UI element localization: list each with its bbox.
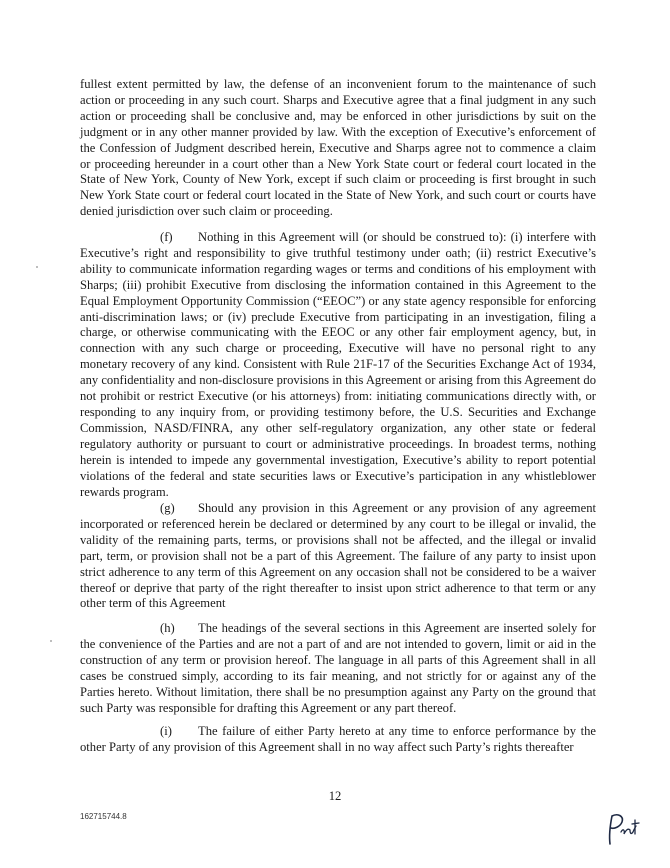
paragraph-f-text: Nothing in this Agreement will (or should be construed to): (i) interfere with Executive’s right and responsibility to give truthful testimony under oath; (ii) restrict Executive’s ability to communicate information regarding wages or terms and conditions of his employment with Sharps; (iii) prohibit Executive from disclosing the information contained in this Agreement to the Equal Employment Opportunity Commission (“EEOC”) or any state agency responsible for enforcing anti-discrimination laws; or (iv) preclude Executive from participating in an investigation, filing a charge, or otherwise communicating with the EEOC or any other fair employment agency, but, in connection with any such charge or proceeding, Executive will have no personal right to any monetary recovery of any kind. Consistent with Rule 21F-17 of the Securities Exchange Act of 1934, any confidentiality and non-disclosure provisions in this Agreement or arising from this Agreement do not prohibit or restrict Executive (or his attorneys) from: initiating communications directly with, or responding to any inquiry from, or providing testimony before, the U.S. Securities and Exchange Commission, NASD/FINRA, any other self-regulatory organization, any other state or federal regulatory authority or pursuant to court or administrative proceedings. In broadest terms, nothing herein is intended to impede any governmental investigation, Executive’s ability to report potential violations of the federal and state securities laws or Executive’s participation in any whistleblower rewards program. [80, 230, 596, 499]
document-id: 162715744.8 [80, 812, 127, 821]
paragraph-h-text: The headings of the several sections in this Agreement are inserted solely for the convenience of the Parties and are not a part of and are not intended to govern, limit or aid in the construction of any term or provision hereof. The language in all parts of this Agreement shall in all cases be construed simply, according to its fair meaning, and not strictly for or against any of the Parties hereto. Without limitation, there shall be no presumption against any Party on the ground that such Party was responsible for drafting this Agreement or any part thereof. [80, 621, 596, 715]
paragraph-g-label: (g) [160, 501, 175, 515]
paragraph-h [80, 621, 596, 716]
scan-speck [50, 640, 52, 642]
paragraph-f-label: (f) [160, 230, 173, 244]
paragraph-g [80, 501, 596, 612]
paragraph-h-label: (h) [160, 621, 175, 635]
handwritten-initials [604, 810, 646, 846]
paragraph-i-text: The failure of either Party hereto at any time to enforce performance by the other Party of any provision of this Agreement shall in no way affect such Party’s rights thereafter [80, 724, 596, 754]
paragraph-i [80, 724, 596, 756]
paragraph-continuation: fullest extent permitted by law, the defense of an inconvenient forum to the maintenance of such action or proceeding in any such court. Sharps and Executive agree that a final judgment in any such action or proceeding shall be conclusive and, may be enforced in other jurisdictions by suit on the judgment or in any other manner provided by law. With the exception of Executive’s enforcement of the Confession of Judgment described herein, Executive and Sharps agree not to commence a claim or proceeding hereunder in a court other than a New York State court or federal court located in the State of New York, County of New York, except if such claim or proceeding is first brought in such New York State court or federal court located in the State of New York, and such court or courts have denied jurisdiction over such claim or proceeding. [80, 77, 596, 219]
paragraph-f [80, 230, 596, 500]
paragraph-i-label: (i) [160, 724, 172, 738]
page-number: 12 [328, 789, 342, 803]
scan-speck [36, 266, 38, 268]
paragraph-g-text: Should any provision in this Agreement or any provision of any agreement incorporated or referenced herein be declared or determined by any court to be illegal or invalid, the validity of the remaining parts, terms, or provisions shall not be affected, and the illegal or invalid part, term, or provision shall not be a part of this Agreement. The failure of any party to insist upon strict adherence to any term of this Agreement on any occasion shall not be considered to be a waiver thereof or deprive that party of the right thereafter to insist upon strict adherence to that term or any other term of this Agreement [80, 501, 596, 611]
initials-signature-icon [604, 810, 646, 846]
